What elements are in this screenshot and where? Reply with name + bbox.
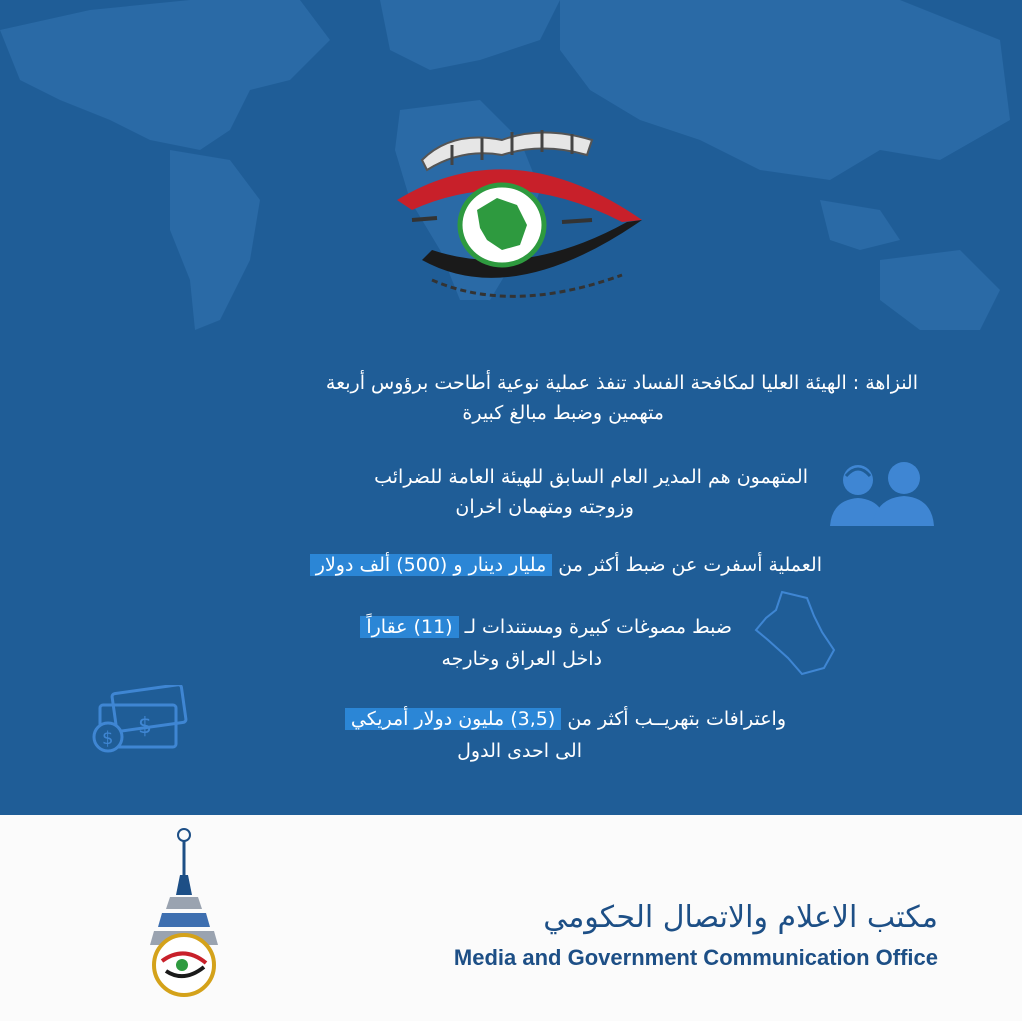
- office-name-arabic: مكتب الاعلام والاتصال الحكومي: [543, 900, 938, 935]
- svg-text:$: $: [138, 714, 152, 739]
- item1-line-1: المتهمون هم المدير العام السابق للهيئة العامة للضرائب: [374, 466, 808, 488]
- integrity-commission-logo: [392, 110, 652, 320]
- item4-text: [345, 704, 786, 734]
- iraq-map-icon: [752, 588, 838, 678]
- item3-text: [360, 612, 732, 642]
- office-name-english: Media and Government Communication Office: [453, 945, 938, 970]
- item4-line-2: الى احدى الدول: [457, 740, 582, 762]
- tower-emblem: [140, 825, 230, 1000]
- item2-text: [310, 550, 822, 580]
- item3-prefix: ضبط مصوغات كبيرة ومستندات لـ: [464, 616, 732, 638]
- item2-highlight: مليار دينار و (500) ألف دولار: [310, 554, 552, 576]
- item3-highlight: (11) عقاراً: [360, 616, 458, 638]
- headline-line-2: متهمين وضبط مبالغ كبيرة: [462, 402, 664, 424]
- item2-prefix: العملية أسفرت عن ضبط أكثر من: [558, 554, 822, 576]
- item4-prefix: واعترافات بتهريــب أكثر من: [567, 708, 786, 730]
- logo-calligraphy: [422, 130, 592, 170]
- people-icon: [828, 458, 936, 528]
- money-icon: [90, 685, 190, 757]
- item4-highlight: (3,5) مليون دولار أمريكي: [345, 708, 561, 730]
- item3-line-2: داخل العراق وخارجه: [441, 648, 602, 670]
- headline-line-1: النزاهة : الهيئة العليا لمكافحة الفساد تنفذ عملية نوعية أطاحت برؤوس أربعة: [325, 372, 918, 394]
- item1-line-2: وزوجته ومتهمان اخران: [455, 496, 634, 518]
- svg-text:$: $: [102, 728, 114, 749]
